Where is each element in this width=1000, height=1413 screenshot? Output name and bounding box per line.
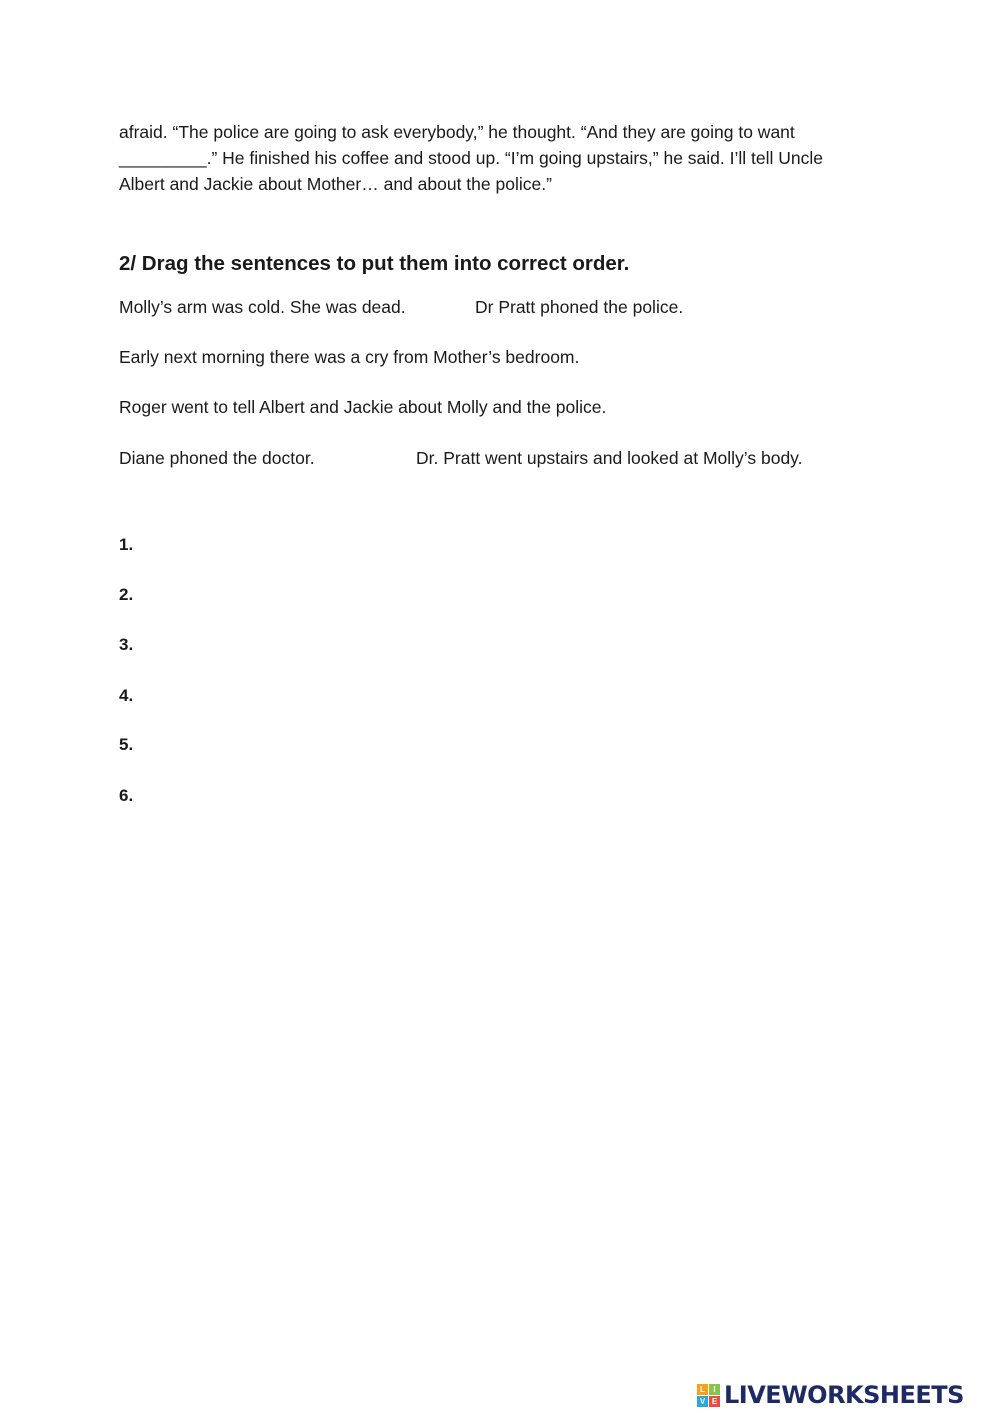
passage-line: afraid. “The police are going to ask everybody,” he thought. “And they are going to want xyxy=(119,122,795,142)
draggable-sentence[interactable]: Dr. Pratt went upstairs and looked at Molly’s body. xyxy=(416,448,803,468)
logo-tile: V xyxy=(697,1396,708,1407)
order-number: 5. xyxy=(119,735,134,754)
drop-slot-4[interactable] xyxy=(150,683,870,709)
logo-tile: E xyxy=(709,1396,720,1407)
order-number: 3. xyxy=(119,635,134,654)
liveworksheets-logo xyxy=(697,1380,964,1410)
draggable-sentence[interactable]: Early next morning there was a cry from Mother’s bedroom. xyxy=(119,347,580,367)
logo-icon xyxy=(697,1384,720,1407)
order-number: 4. xyxy=(119,686,134,705)
logo-tile: I xyxy=(709,1384,720,1395)
drop-slot-1[interactable] xyxy=(150,532,870,558)
order-number: 6. xyxy=(119,786,134,805)
logo-tile: L xyxy=(697,1384,708,1395)
drop-slot-3[interactable] xyxy=(150,632,870,658)
reading-passage xyxy=(119,119,879,197)
passage-line: Albert and Jackie about Mother… and about the police.” xyxy=(119,174,552,194)
passage-line: _________.” He finished his coffee and stood up. “I’m going upstairs,” he said. I’ll tell Uncle xyxy=(119,148,823,168)
draggable-sentence[interactable]: Roger went to tell Albert and Jackie about Molly and the police. xyxy=(119,397,607,417)
draggable-sentence[interactable]: Diane phoned the doctor. xyxy=(119,448,315,468)
draggable-sentence[interactable]: Molly’s arm was cold. She was dead. xyxy=(119,297,406,317)
draggable-sentence[interactable]: Dr Pratt phoned the police. xyxy=(475,297,684,317)
drop-slot-6[interactable] xyxy=(150,783,870,809)
drop-slot-5[interactable] xyxy=(150,732,870,758)
order-number: 2. xyxy=(119,585,134,604)
exercise-heading: 2/ Drag the sentences to put them into correct order. xyxy=(119,252,630,275)
drop-slot-2[interactable] xyxy=(150,582,870,608)
logo-text: LIVEWORKSHEETS xyxy=(724,1381,964,1409)
order-number: 1. xyxy=(119,535,134,554)
